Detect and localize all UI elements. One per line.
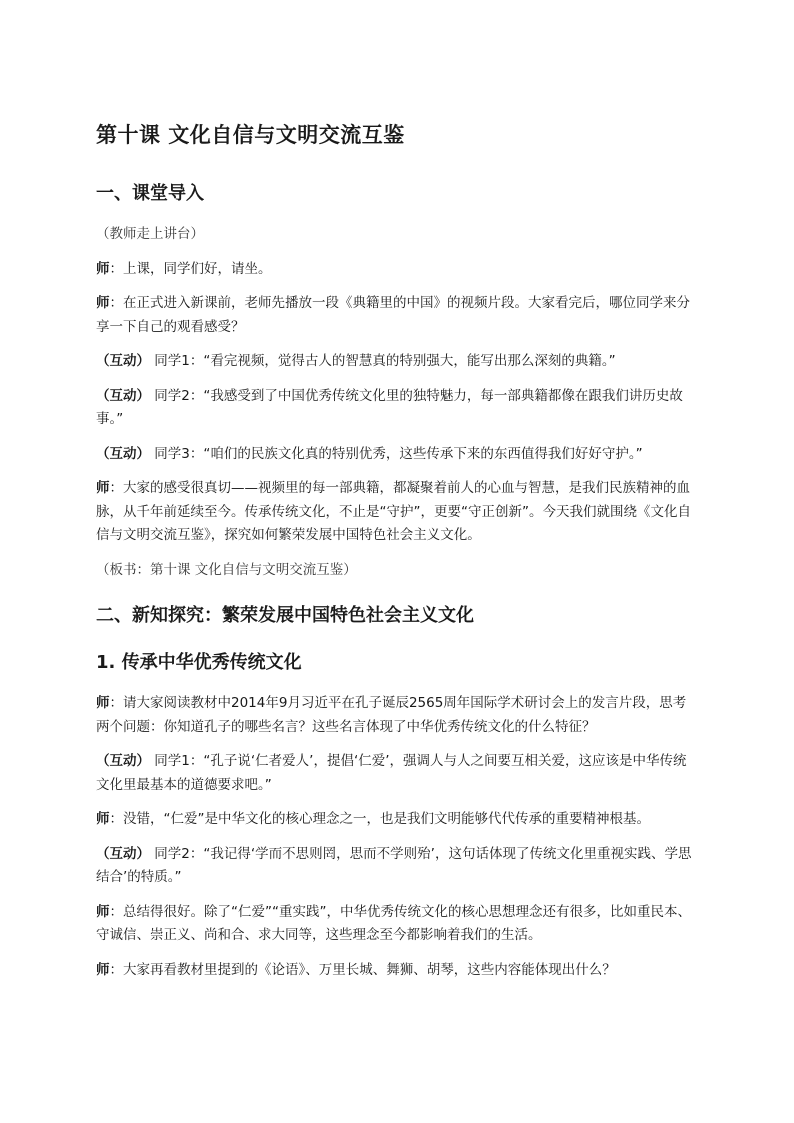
teacher-line: 师：大家再看教材里提到的《论语》、万里长城、舞狮、胡琴，这些内容能体现出什么？ <box>96 961 616 978</box>
speaker-label: 师 <box>96 480 110 496</box>
student-line: （互动） 同学1：“孔子说‘仁者爱人’，提倡‘仁爱’，强调人与人之间要互相关爱，这应该是中华传统文化里最基本的道德要求吧。” <box>96 753 687 793</box>
student-line: （互动） 同学2：“我记得‘学而不思则罔，思而不学则殆’，这句话体现了传统文化里重视实践、学思结合’的特质。” <box>96 845 692 885</box>
student-line: （互动） 同学2：“我感受到了中国优秀传统文化里的独特魅力，每一部典籍都像在跟我们讲历史故事。” <box>96 387 683 427</box>
speaker-label: 师 <box>96 695 110 711</box>
teacher-line: 师：大家的感受很真切——视频里的每一部典籍，都凝聚着前人的心血与智慧，是我们民族精神的血脉，从千年前延续至今。传承传统文化，不止是“守护”，更要“守正创新”。今天我们就围绕《文化自信与文明交流互鉴》，探究如何繁荣发展中国特色社会主义文化。 <box>96 480 691 543</box>
interaction-label: （互动） <box>96 445 150 462</box>
teacher-line: 师：请大家阅读教材中2014年9月习近平在孔子诞辰2565周年国际学术研讨会上的发言片段，思考两个问题：你知道孔子的哪些名言？这些名言体现了中华优秀传统文化的什么特征？ <box>96 695 687 735</box>
student-line: （互动） 同学1：“看完视频，觉得古人的智慧真的特别强大，能写出那么深刻的典籍。” <box>96 353 616 369</box>
stage-direction: （教师走上讲台） <box>96 226 204 242</box>
teacher-line: 师：没错，“仁爱”是中华文化的核心理念之一，也是我们文明能够代代传承的重要精神根基。 <box>96 811 650 827</box>
interaction-label: （互动） <box>96 845 150 862</box>
speaker-label: 师 <box>96 811 110 827</box>
interaction-label: （互动） <box>96 753 150 769</box>
interaction-label: （互动） <box>96 353 150 369</box>
section-explore-content <box>96 692 696 982</box>
interaction-label: （互动） <box>96 387 150 404</box>
speaker-label: 师 <box>96 961 110 978</box>
speaker-label: 师 <box>96 295 110 311</box>
document-body <box>96 118 696 993</box>
student-line: （互动） 同学3：“咱们的民族文化真的特别优秀，这些传承下来的东西值得我们好好守护。” <box>96 445 643 462</box>
teacher-line: 师：在正式进入新课前，老师先播放一段《典籍里的中国》的视频片段。大家看完后，哪位同学来分享一下自己的观看感受？ <box>96 295 690 335</box>
section-heading-intro: 一、课堂导入 <box>96 183 204 204</box>
lesson-title: 第十课 文化自信与文明交流互鉴 <box>96 123 405 147</box>
teacher-line: 师：上课，同学们好，请坐。 <box>96 260 272 277</box>
subsection-heading: 1. 传承中华优秀传统文化 <box>96 652 302 673</box>
speaker-label: 师 <box>96 903 110 920</box>
section-heading-explore: 二、新知探究：繁荣发展中国特色社会主义文化 <box>96 605 474 626</box>
speaker-label: 师 <box>96 260 110 277</box>
teacher-line: 师：总结得很好。除了“仁爱”“重实践”，中华优秀传统文化的核心思想理念还有很多，比如重民本、守诚信、崇正义、尚和合、求大同等，这些理念至今都影响着我们的生活。 <box>96 903 691 943</box>
section-intro-content <box>96 223 696 582</box>
board-note: （板书：第十课 文化自信与文明交流互鉴） <box>96 561 357 578</box>
